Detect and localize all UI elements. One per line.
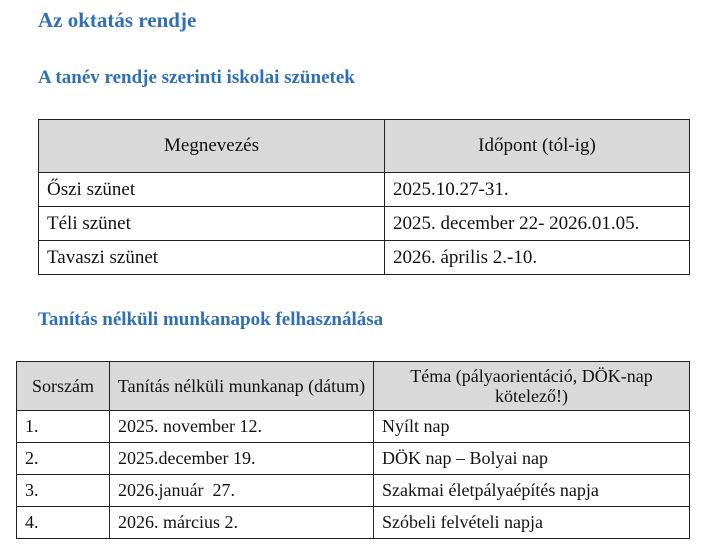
school-breaks-table xyxy=(38,119,690,275)
workday-topic-cell: DÖK nap – Bolyai nap xyxy=(374,443,690,475)
break-name-cell: Téli szünet xyxy=(39,207,385,241)
row-number-cell: 3. xyxy=(17,475,110,507)
break-name-cell: Őszi szünet xyxy=(39,173,385,207)
table-row xyxy=(17,475,690,507)
table-header-row xyxy=(17,362,690,411)
workday-date-cell: 2026.január 27. xyxy=(110,475,374,507)
workdays-section-heading: Tanítás nélküli munkanapok felhasználása xyxy=(38,309,384,330)
workday-date-cell: 2025.december 19. xyxy=(110,443,374,475)
table-row xyxy=(39,173,690,207)
table-row xyxy=(39,207,690,241)
breaks-section-heading: A tanév rendje szerinti iskolai szünetek xyxy=(38,67,355,88)
workday-topic-cell: Nyílt nap xyxy=(374,411,690,443)
workday-topic-cell: Szakmai életpályaépítés napja xyxy=(374,475,690,507)
page-title: Az oktatás rendje xyxy=(38,8,197,32)
break-period-cell: 2025.10.27-31. xyxy=(385,173,690,207)
column-header-date: Tanítás nélküli munkanap (dátum) xyxy=(110,362,374,411)
column-header-period: Időpont (tól-ig) xyxy=(385,120,690,173)
table-header-row xyxy=(39,120,690,173)
workday-date-cell: 2026. március 2. xyxy=(110,507,374,539)
table-row xyxy=(39,241,690,275)
column-header-name: Megnevezés xyxy=(39,120,385,173)
row-number-cell: 2. xyxy=(17,443,110,475)
break-period-cell: 2026. április 2.-10. xyxy=(385,241,690,275)
table-row xyxy=(17,507,690,539)
workday-date-cell: 2025. november 12. xyxy=(110,411,374,443)
break-period-cell: 2025. december 22- 2026.01.05. xyxy=(385,207,690,241)
row-number-cell: 1. xyxy=(17,411,110,443)
row-number-cell: 4. xyxy=(17,507,110,539)
non-teaching-workdays-table xyxy=(16,361,690,539)
column-header-number: Sorszám xyxy=(17,362,110,411)
break-name-cell: Tavaszi szünet xyxy=(39,241,385,275)
column-header-topic: Téma (pályaorientáció, DÖK-nap kötelező!) xyxy=(374,362,690,411)
table-row xyxy=(17,411,690,443)
workday-topic-cell: Szóbeli felvételi napja xyxy=(374,507,690,539)
table-row xyxy=(17,443,690,475)
